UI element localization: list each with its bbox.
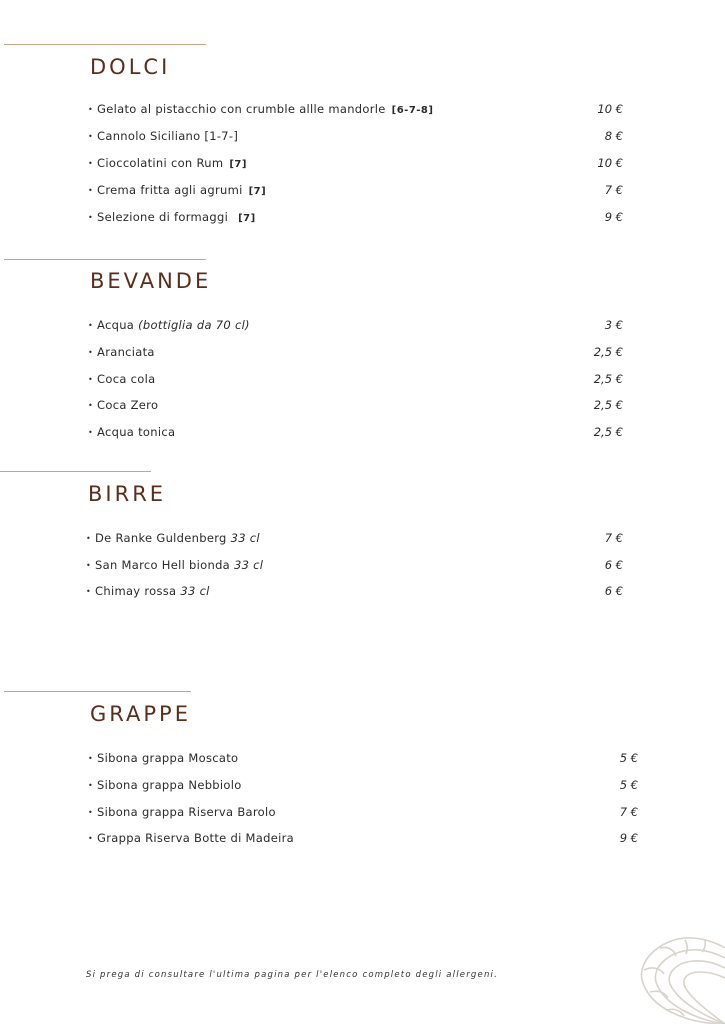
section-divider — [4, 691, 191, 692]
item-price: 6 € — [604, 584, 623, 598]
menu-item: • Aranciata — [88, 345, 155, 359]
item-price: 6 € — [604, 558, 623, 572]
menu-item: • Acqua (bottiglia da 70 cl) — [88, 318, 250, 332]
item-name: Acqua — [97, 318, 135, 332]
item-price: 8 € — [604, 129, 623, 143]
menu-item: • Cioccolatini con Rum [7] — [88, 156, 247, 170]
menu-item: • San Marco Hell bionda 33 cl — [86, 558, 264, 572]
item-name: San Marco Hell bionda — [95, 558, 231, 572]
item-allergens: [7] — [229, 159, 247, 170]
item-note: 33 cl — [180, 584, 210, 598]
item-name: Selezione di formaggi — [97, 210, 229, 224]
item-name: Sibona grappa Nebbiolo — [97, 778, 242, 792]
item-name: Sibona grappa Moscato — [97, 751, 239, 765]
item-name: Cannolo Siciliano [1-7-] — [97, 129, 239, 143]
item-name: Chimay rossa — [95, 584, 177, 598]
item-name: Cioccolatini con Rum — [97, 156, 224, 170]
menu-item: • Coca cola — [88, 372, 156, 386]
item-price: 5 € — [619, 778, 638, 792]
item-price: 9 € — [604, 210, 623, 224]
menu-item: • Gelato al pistacchio con crumble allle mandorle [6-7-8] — [88, 102, 434, 116]
item-note: 33 cl — [233, 558, 264, 572]
section-title-grappe: GRAPPE — [90, 702, 191, 726]
item-price: 10 € — [597, 102, 623, 116]
item-name: Coca cola — [97, 372, 156, 386]
item-name: Grappa Riserva Botte di Madeira — [97, 831, 294, 845]
section-title-bevande: BEVANDE — [90, 269, 212, 293]
item-allergens: [6-7-8] — [391, 105, 434, 116]
item-name: Aranciata — [97, 345, 155, 359]
item-name: Crema fritta agli agrumi — [97, 183, 243, 197]
item-price: 7 € — [604, 531, 623, 545]
item-price: 3 € — [604, 318, 623, 332]
item-price: 2,5 € — [593, 425, 623, 439]
item-allergens: [7] — [238, 213, 256, 224]
menu-item: • Chimay rossa 33 cl — [86, 584, 210, 598]
item-name: Gelato al pistacchio con crumble allle mandorle — [97, 102, 386, 116]
item-name: Acqua tonica — [97, 425, 176, 439]
item-price: 2,5 € — [593, 345, 623, 359]
menu-item: • Coca Zero — [88, 398, 159, 412]
section-divider — [0, 471, 151, 472]
section-title-birre: BIRRE — [88, 482, 167, 506]
item-price: 7 € — [604, 183, 623, 197]
section-title-dolci: DOLCI — [90, 55, 171, 79]
menu-item: • Selezione di formaggi [7] — [88, 210, 256, 224]
item-price: 2,5 € — [593, 398, 623, 412]
section-divider — [4, 259, 206, 260]
item-price: 10 € — [597, 156, 623, 170]
menu-item: • Sibona grappa Riserva Barolo — [88, 805, 276, 819]
menu-item: • Grappa Riserva Botte di Madeira — [88, 831, 294, 845]
allergen-footnote: Si prega di consultare l'ultima pagina per l'elenco completo degli allergeni. — [86, 970, 498, 980]
item-name: Sibona grappa Riserva Barolo — [97, 805, 276, 819]
item-price: 9 € — [619, 831, 638, 845]
menu-item: • Sibona grappa Nebbiolo — [88, 778, 242, 792]
menu-item: • De Ranke Guldenberg 33 cl — [86, 531, 260, 545]
menu-item: • Crema fritta agli agrumi [7] — [88, 183, 267, 197]
item-price: 2,5 € — [593, 372, 623, 386]
item-note: 33 cl — [230, 531, 260, 545]
shell-ornament-icon — [630, 930, 725, 1024]
item-name: Coca Zero — [97, 398, 159, 412]
item-note: (bottiglia da 70 cl) — [138, 318, 250, 332]
menu-item: • Cannolo Siciliano [1-7-] — [88, 129, 239, 143]
item-price: 5 € — [619, 751, 638, 765]
menu-item: • Sibona grappa Moscato — [88, 751, 239, 765]
section-divider — [4, 44, 206, 45]
item-allergens: [7] — [248, 186, 267, 197]
item-price: 7 € — [619, 805, 638, 819]
menu-item: • Acqua tonica — [88, 425, 176, 439]
item-name: De Ranke Guldenberg — [95, 531, 227, 545]
